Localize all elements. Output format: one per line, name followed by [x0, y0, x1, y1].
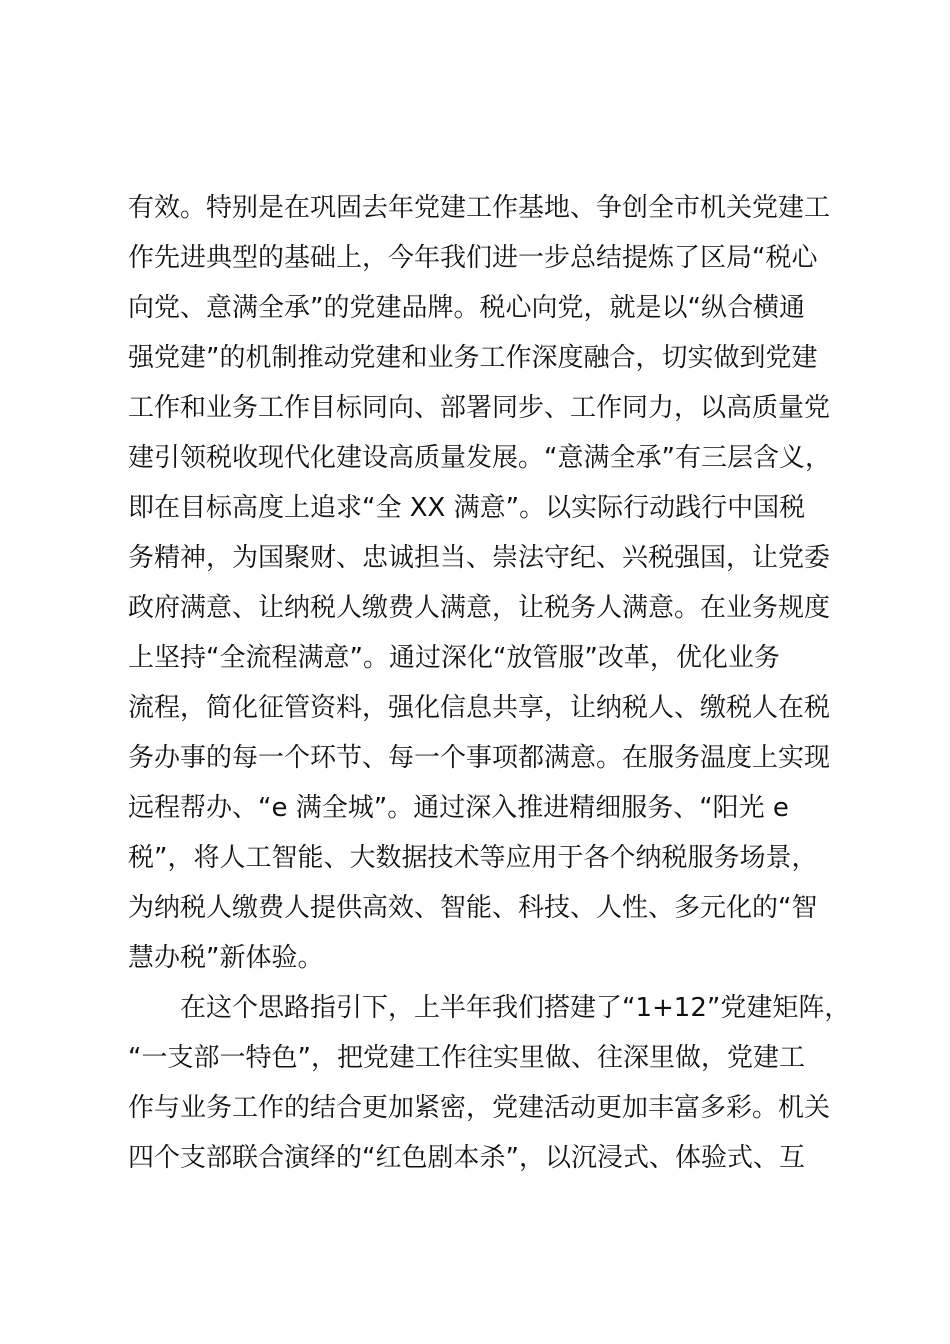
text-line: 税”，将人工智能、大数据技术等应用于各个纳税服务场景，	[128, 843, 818, 873]
text-line: 作与业务工作的结合更加紧密，党建活动更加丰富多彩。机关	[128, 1093, 831, 1123]
text-line: 向党、意满全承”的党建品牌。税心向党，就是以“纵合横通	[128, 293, 805, 323]
text-line: 建引领税收现代化建设高质量发展。“意满全承”有三层含义，	[128, 443, 831, 473]
text-line: 流程，简化征管资料，强化信息共享，让纳税人、缴税人在税	[128, 693, 831, 723]
text-line: 务精神，为国聚财、忠诚担当、崇法守纪、兴税强国，让党委	[128, 543, 831, 573]
paragraph-start-line: 在这个思路指引下，上半年我们搭建了“1+12”党建矩阵，	[128, 993, 851, 1023]
text-line: 强党建”的机制推动党建和业务工作深度融合，切实做到党建	[128, 343, 818, 373]
text-line: 工作和业务工作目标同向、部署同步、工作同力，以高质量党	[128, 393, 831, 423]
text-line: 远程帮办、“e 满全城”。通过深入推进精细服务、“阳光 e	[128, 793, 789, 823]
text-line: 务办事的每一个环节、每一个事项都满意。在服务温度上实现	[128, 743, 831, 773]
document-body	[128, 183, 851, 1183]
text-line: 为纳税人缴费人提供高效、智能、科技、人性、多元化的“智	[128, 893, 818, 923]
text-line: 四个支部联合演绎的“红色剧本杀”，以沉浸式、体验式、互	[128, 1143, 805, 1173]
text-line: 作先进典型的基础上，今年我们进一步总结提炼了区局“税心	[128, 243, 818, 273]
text-line: 即在目标高度上追求“全 XX 满意”。以实际行动践行中国税	[128, 493, 806, 523]
text-line: “一支部一特色”，把党建工作往实里做、往深里做，党建工	[128, 1043, 805, 1073]
text-line: 上坚持“全流程满意”。通过深化“放管服”改革，优化业务	[128, 643, 780, 673]
text-line: 有效。特别是在巩固去年党建工作基地、争创全市机关党建工	[128, 193, 831, 223]
paragraph-end-line: 慧办税”新体验。	[128, 943, 324, 973]
text-line: 政府满意、让纳税人缴费人满意，让税务人满意。在业务规度	[128, 593, 831, 623]
